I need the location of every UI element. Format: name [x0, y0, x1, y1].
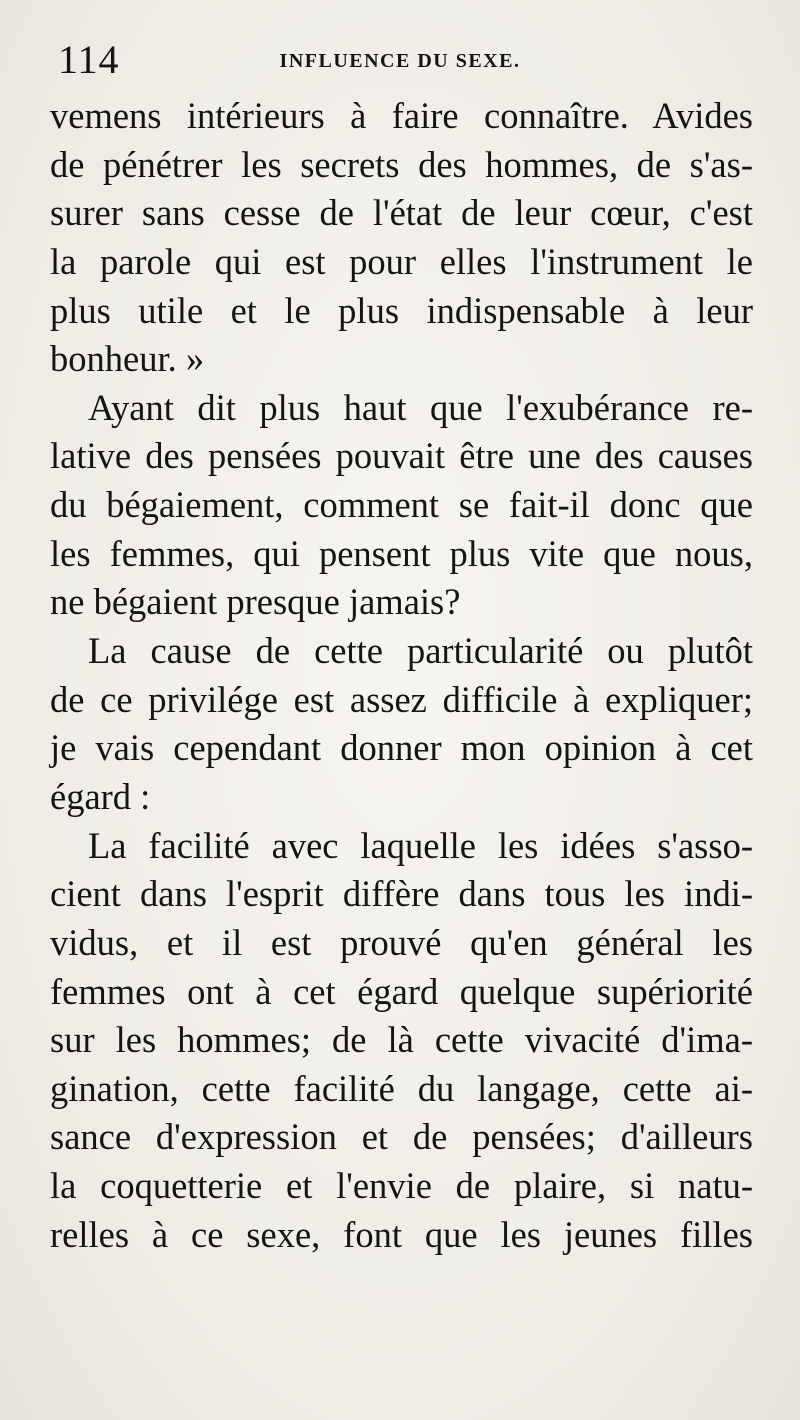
text-line: ne bégaient presque jamais?	[50, 581, 461, 623]
text-line: relles à ce sexe, font que les jeunes filles	[50, 1213, 753, 1255]
text-line: bonheur. »	[50, 338, 205, 380]
body-text	[50, 92, 753, 1259]
text-line: plus utile et le plus indispensable à leur	[50, 289, 753, 331]
text-line: sur les hommes; de là cette vivacité d'ima-	[50, 1019, 753, 1061]
text-line: égard :	[50, 775, 151, 817]
text-line: du bégaiement, comment se fait-il donc que	[50, 484, 753, 526]
page-number: 114	[58, 37, 120, 82]
text-line: femmes ont à cet égard quelque supériorité	[50, 970, 753, 1012]
page-header	[50, 38, 750, 82]
text-line: lative des pensées pouvait être une des causes	[50, 435, 753, 477]
text-line: cient dans l'esprit diffère dans tous les indi-	[50, 873, 753, 915]
text-line: la parole qui est pour elles l'instrument le	[50, 240, 753, 282]
text-line: gination, cette facilité du langage, cette ai-	[50, 1067, 753, 1109]
paragraph-first-line: La cause de cette particularité ou plutôt	[88, 630, 753, 672]
text-line: je vais cependant donner mon opinion à cet	[50, 727, 753, 769]
text-line: de ce privilége est assez difficile à expliquer;	[50, 678, 753, 720]
text-line: de pénétrer les secrets des hommes, de s'as-	[50, 143, 753, 185]
text-line: vidus, et il est prouvé qu'en général les	[50, 921, 753, 963]
paragraph-first-line: Ayant dit plus haut que l'exubérance re-	[88, 386, 753, 428]
text-line: surer sans cesse de l'état de leur cœur, c'est	[50, 192, 753, 234]
text-line: vemens intérieurs à faire connaître. Avides	[50, 95, 753, 136]
text-line: sance d'expression et de pensées; d'ailleurs	[50, 1116, 753, 1158]
paragraph-first-line: La facilité avec laquelle les idées s'asso-	[88, 824, 753, 866]
text-line: les femmes, qui pensent plus vite que nous,	[50, 532, 753, 574]
running-head: INFLUENCE DU SEXE.	[279, 50, 521, 72]
text-line: la coquetterie et l'envie de plaire, si natu-	[50, 1165, 753, 1207]
